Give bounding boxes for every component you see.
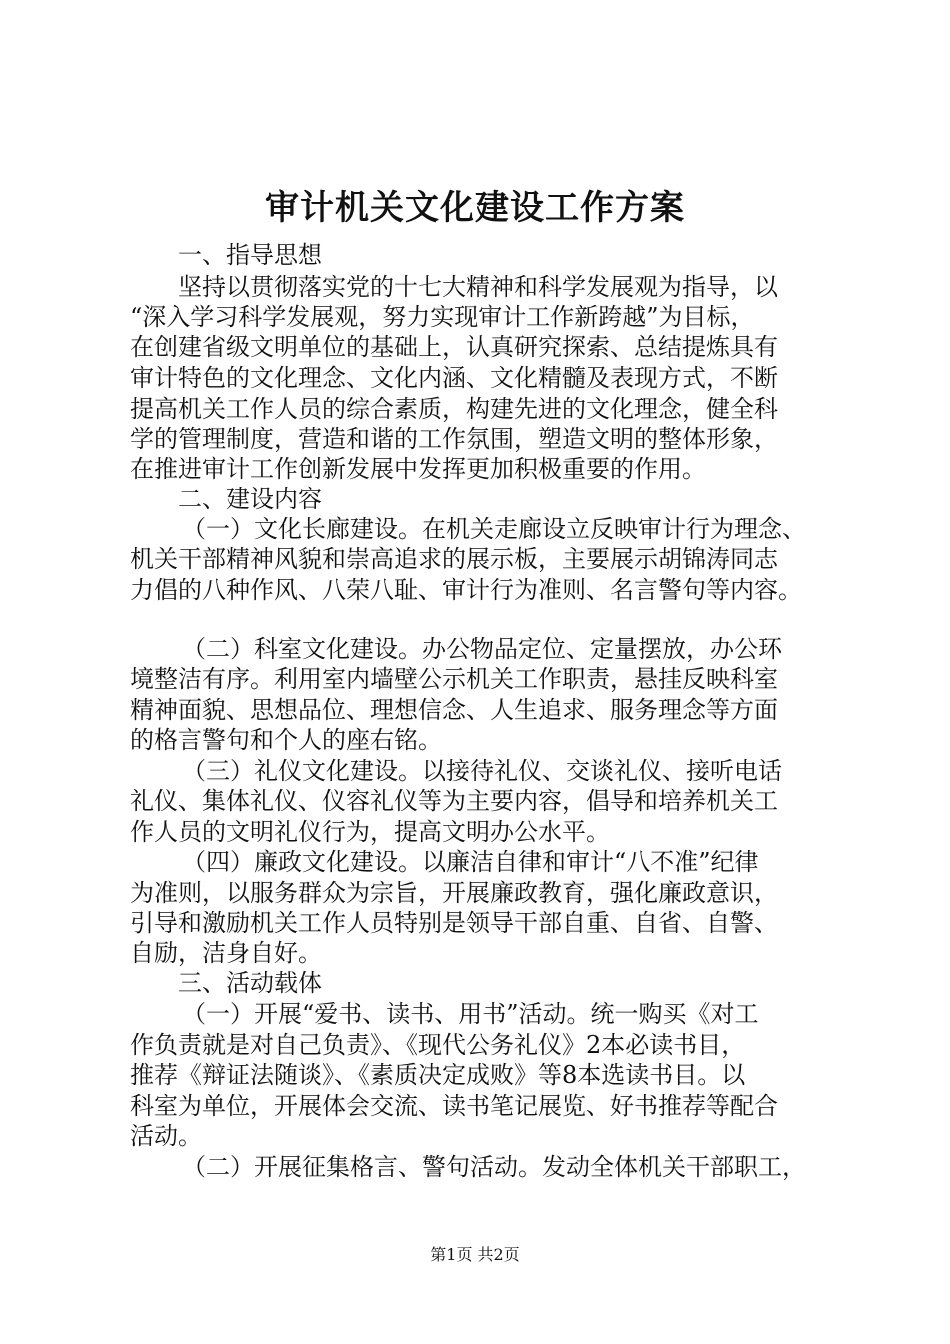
body-line: 推荐《辩证法随谈》、《素质决定成败》等8本选读书目。以 xyxy=(130,1061,746,1089)
body-line: （二）科室文化建设。办公物品定位、定量摆放，办公环 xyxy=(182,635,782,663)
body-line: （一）开展“爱书、读书、用书”活动。统一购买《对工 xyxy=(182,1000,759,1028)
body-line: 精神面貌、思想品位、理想信念、人生追求、服务理念等方面 xyxy=(130,696,778,724)
body-line: 礼仪、集体礼仪、仪容礼仪等为主要内容，倡导和培养机关工 xyxy=(130,787,778,815)
body-line: 科室为单位，开展体会交流、读书笔记展览、好书推荐等配合 xyxy=(130,1092,778,1120)
body-line: 力倡的八种作风、八荣八耻、审计行为准则、名言警句等内容。 xyxy=(130,576,802,604)
body-line: 机关干部精神风貌和崇高追求的展示板，主要展示胡锦涛同志 xyxy=(130,545,778,573)
body-line: （三）礼仪文化建设。以接待礼仪、交谈礼仪、接听电话 xyxy=(182,757,782,785)
body-line: （四）廉政文化建设。以廉洁自律和审计“八不准”纪律 xyxy=(182,848,759,876)
body-line: 学的管理制度，营造和谐的工作氛围，塑造文明的整体形象， xyxy=(130,425,778,453)
body-line: （二）开展征集格言、警句活动。发动全体机关干部职工， xyxy=(182,1153,806,1181)
body-line: 作人员的文明礼仪行为，提高文明办公水平。 xyxy=(130,818,610,846)
page-number-footer: 第1页 共2页 xyxy=(430,1245,520,1264)
body-line: 作负责就是对自己负责》、《现代公务礼仪》2本必读书目， xyxy=(130,1031,746,1059)
body-line: 审计特色的文化理念、文化内涵、文化精髓及表现方式，不断 xyxy=(130,364,778,392)
body-line: 活动。 xyxy=(130,1122,202,1150)
body-line: 的格言警句和个人的座右铭。 xyxy=(130,726,442,754)
body-line: “深入学习科学发展观，努力实现审计工作新跨越”为目标， xyxy=(130,303,755,331)
heading-construction-content: 二、建设内容 xyxy=(178,485,322,513)
document-title: 审计机关文化建设工作方案 xyxy=(265,188,685,228)
body-line: 在推进审计工作创新发展中发挥更加积极重要的作用。 xyxy=(130,455,706,483)
heading-activity-carriers: 三、活动载体 xyxy=(178,969,322,997)
body-line: 在创建省级文明单位的基础上，认真研究探索、总结提炼具有 xyxy=(130,333,778,361)
body-line: 自励，洁身自好。 xyxy=(130,939,322,967)
body-line: （一）文化长廊建设。在机关走廊设立反映审计行为理念、 xyxy=(182,515,806,543)
body-line: 坚持以贯彻落实党的十七大精神和科学发展观为指导，以 xyxy=(178,273,778,301)
body-line: 为准则，以服务群众为宗旨，开展廉政教育，强化廉政意识， xyxy=(130,879,778,907)
body-line: 引导和激励机关工作人员特别是领导干部自重、自省、自警、 xyxy=(130,909,778,937)
heading-guiding-ideology: 一、指导思想 xyxy=(178,241,322,269)
body-line: 提高机关工作人员的综合素质，构建先进的文化理念，健全科 xyxy=(130,395,778,423)
body-line: 境整洁有序。利用室内墙壁公示机关工作职责，悬挂反映科室 xyxy=(130,665,778,693)
